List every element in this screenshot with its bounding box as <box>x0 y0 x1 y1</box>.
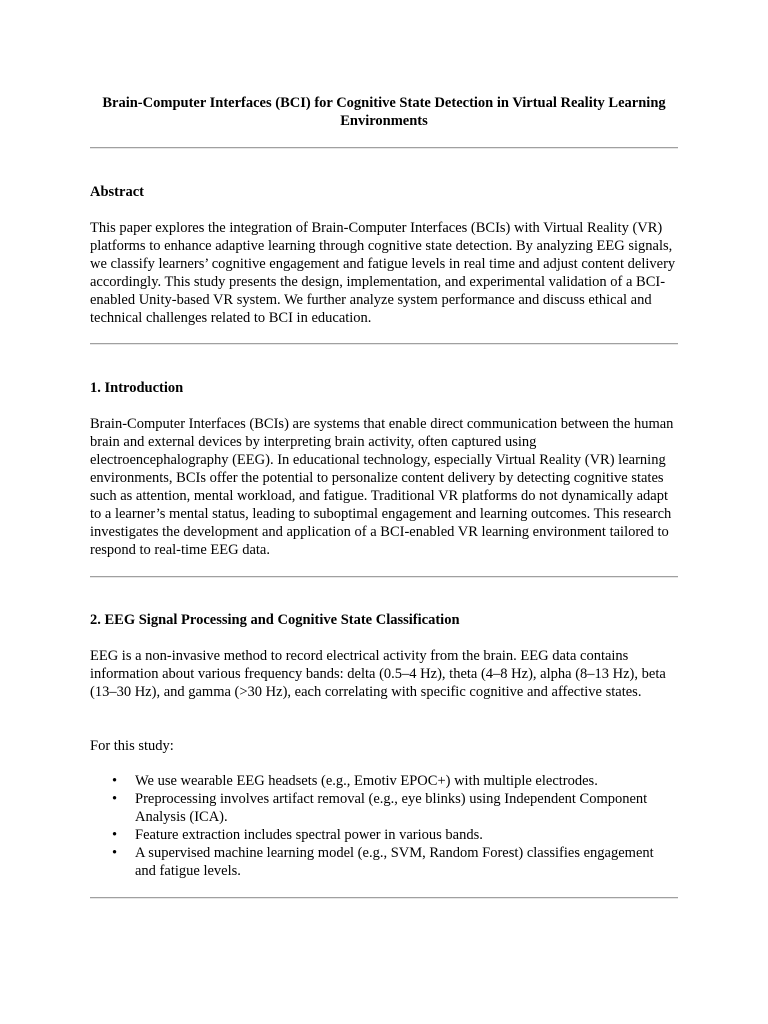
abstract-heading: Abstract <box>90 184 144 200</box>
list-item <box>90 790 678 826</box>
section-divider <box>90 897 678 899</box>
list-item-text: We use wearable EEG headsets (e.g., Emotiv EPOC+) with multiple electrodes. <box>135 773 598 789</box>
list-item-text: Preprocessing involves artifact removal (e.g., eye blinks) using Independent Component Analysis (ICA). <box>135 791 648 825</box>
eeg-lead-text: For this study: <box>90 738 174 754</box>
abstract-text: This paper explores the integration of Brain-Computer Interfaces (BCIs) with Virtual Reality (VR) platforms to enhance adaptive learning through cognitive state detection. By analyzing EEG signals, we classify learners’ cognitive engagement and fatigue levels in real time and adjust content delivery accordingly. This study presents the design, implementation, and experimental validation of a BCI-enabled Unity-based VR system. We further analyze system performance and discuss ethical and technical challenges related to BCI in education. <box>90 220 676 326</box>
list-item <box>90 844 678 880</box>
section-divider <box>90 343 678 345</box>
eeg-bullet-list <box>90 772 678 880</box>
section-divider <box>90 147 678 149</box>
list-item-text: A supervised machine learning model (e.g., SVM, Random Forest) classifies engagement and fatigue levels. <box>135 845 654 879</box>
eeg-text: EEG is a non-invasive method to record electrical activity from the brain. EEG data contains information about various frequency bands: delta (0.5–4 Hz), theta (4–8 Hz), alpha (8–13 Hz), beta (13–30 Hz), and gamma (>30 Hz), each correlating with specific cognitive and affective states. <box>90 648 666 700</box>
bullet-icon: • <box>112 845 118 861</box>
introduction-heading: 1. Introduction <box>90 380 184 396</box>
list-item <box>90 826 678 844</box>
section-divider <box>90 576 678 578</box>
bullet-icon: • <box>112 791 118 807</box>
eeg-heading: 2. EEG Signal Processing and Cognitive State Classification <box>90 612 460 628</box>
list-item-text: Feature extraction includes spectral power in various bands. <box>135 827 483 843</box>
introduction-text: Brain-Computer Interfaces (BCIs) are systems that enable direct communication between the human brain and external devices by interpreting brain activity, often captured using electroencephalography (EEG). In educational technology, especially Virtual Reality (VR) learning environments, BCIs offer the potential to personalize content delivery by detecting cognitive states such as attention, mental workload, and fatigue. Traditional VR platforms do not dynamically adapt to a learner’s mental status, leading to suboptimal engagement and learning outcomes. This research investigates the development and application of a BCI-enabled VR learning environment tailored to respond to real-time EEG data. <box>90 416 674 558</box>
document-title: Brain-Computer Interfaces (BCI) for Cognitive State Detection in Virtual Reality Learning Environments <box>102 95 666 129</box>
bullet-icon: • <box>112 773 118 789</box>
list-item <box>90 772 678 790</box>
bullet-icon: • <box>112 827 118 843</box>
